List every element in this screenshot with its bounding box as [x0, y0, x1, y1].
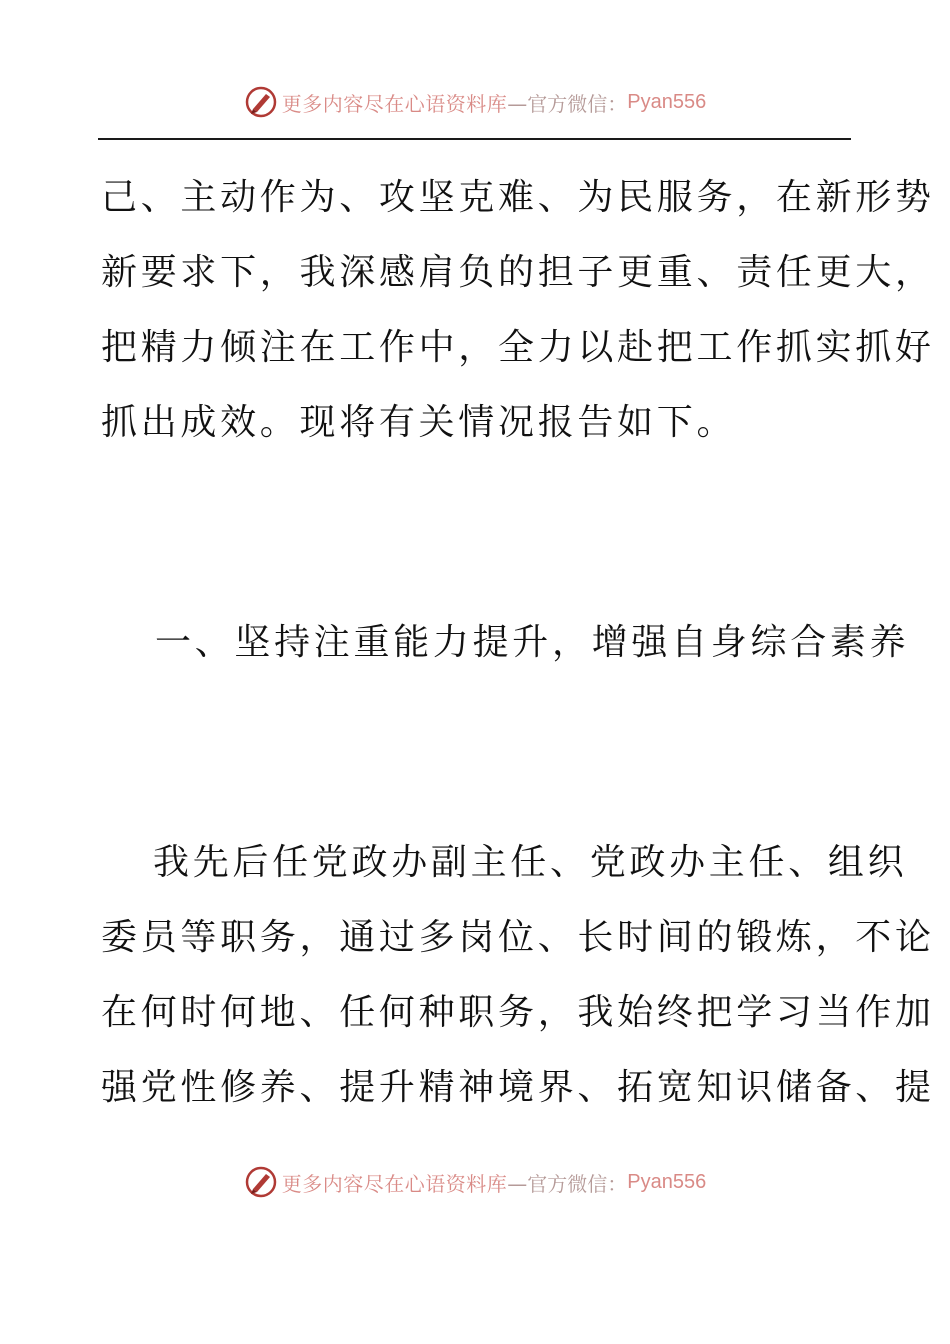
paragraph-2 [101, 825, 935, 1125]
watermark-wechat-id: Pyan556 [627, 1170, 707, 1193]
pen-nib-circle-icon [244, 85, 278, 119]
watermark-wechat-id: Pyan556 [627, 90, 707, 113]
watermark-separator: —官方微信： [507, 1171, 628, 1196]
paragraph-1 [101, 160, 935, 460]
paragraph-line: 己、主动作为、攻坚克难、为民服务，在新形势 [101, 177, 935, 218]
watermark-text: 更多内容尽在心语资料库 [281, 1171, 508, 1196]
section-heading: 一、坚持注重能力提升，增强自身综合素养 [155, 622, 910, 663]
paragraph-line: 把精力倾注在工作中，全力以赴把工作抓实抓好 [101, 327, 935, 368]
paragraph-line: 我先后任党政办副主任、党政办主任、组织 [153, 842, 908, 883]
footer-watermark [0, 1162, 950, 1202]
paragraph-line: 强党性修养、提升精神境界、拓宽知识储备、提 [101, 1067, 935, 1108]
watermark-text: 更多内容尽在心语资料库 [281, 91, 508, 116]
watermark-separator: —官方微信： [507, 91, 628, 116]
paragraph-line: 新要求下，我深感肩负的担子更重、责任更大， [101, 252, 935, 293]
paragraph-line: 委员等职务，通过多岗位、长时间的锻炼，不论 [101, 917, 935, 958]
paragraph-line: 在何时何地、任何种职务，我始终把学习当作加 [101, 992, 935, 1033]
header-divider [98, 138, 851, 140]
pen-nib-circle-icon [244, 1165, 278, 1199]
header-watermark [0, 82, 950, 122]
paragraph-line: 抓出成效。现将有关情况报告如下。 [101, 402, 737, 443]
